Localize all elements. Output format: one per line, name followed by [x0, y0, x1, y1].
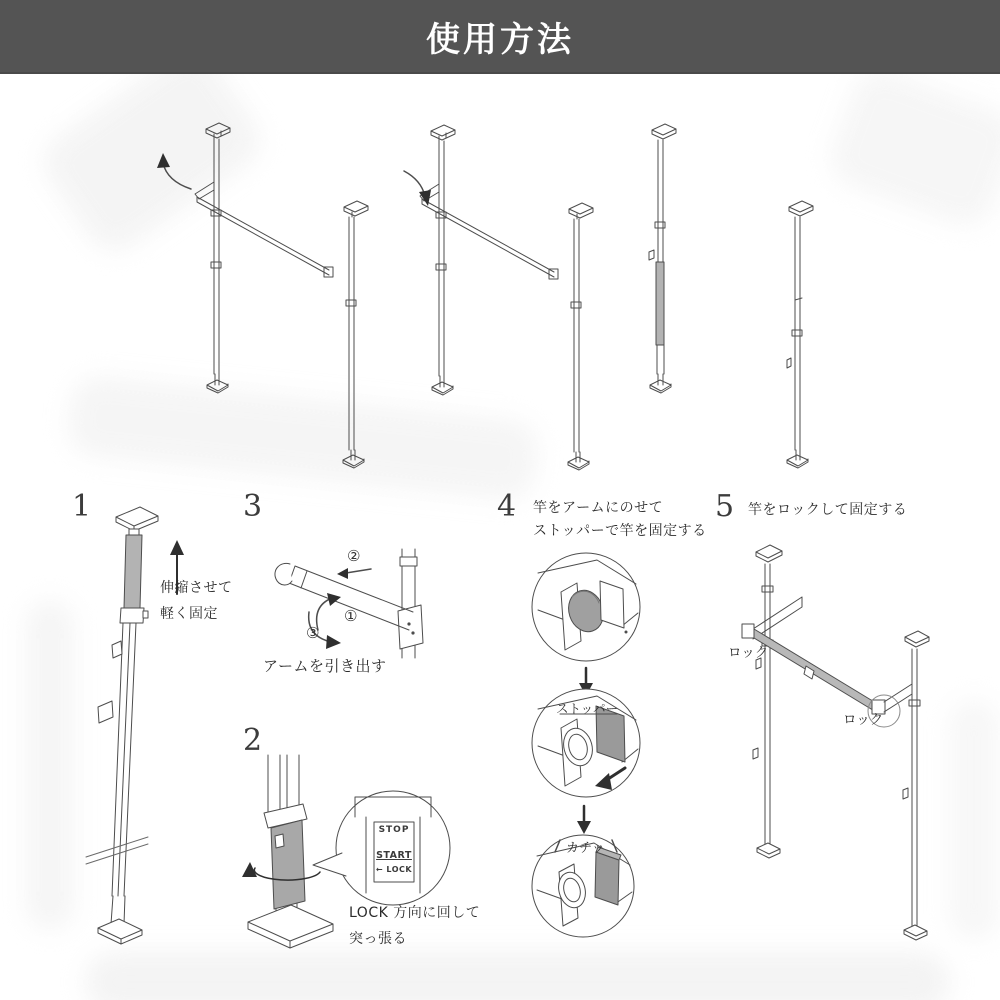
- lock-label-right: ロック: [843, 712, 884, 728]
- step4-caption-line1: 竿をアームにのせて: [533, 500, 664, 516]
- step5-number: 5: [715, 489, 735, 524]
- step4-circle1-rod-on-arm: [532, 553, 640, 661]
- step1-caption-line2: 軽く固定: [160, 606, 218, 622]
- curved-arrow-up-icon: [157, 153, 191, 189]
- step1-pole-drawing: [86, 507, 184, 944]
- step1-number: 1: [72, 489, 92, 524]
- step2-caption-line1: LOCK 方向に回して: [349, 905, 481, 921]
- step3-number: 3: [243, 489, 263, 524]
- click-sound-label: カチッ: [566, 841, 605, 856]
- step3-arm-drawing: [275, 549, 423, 658]
- step4-caption-line2: ストッパーで竿を固定する: [533, 523, 707, 539]
- curve-down-arrow-icon: [326, 635, 341, 649]
- left-arrow-icon: [337, 568, 348, 579]
- step3-caption: アームを引き出す: [263, 657, 387, 675]
- single-pole-compact-drawing: [787, 201, 813, 468]
- assembled-unit-drawing-2: [420, 125, 593, 470]
- step3-badge-3: ③: [306, 624, 320, 642]
- step2-base-drawing: [242, 755, 333, 948]
- single-pole-extended-drawing: [649, 124, 676, 393]
- step4-number: 4: [497, 489, 517, 524]
- step3-badge-1: ①: [344, 607, 358, 625]
- curve-up-arrow-icon: [327, 593, 341, 606]
- lock-label-left: ロック: [728, 645, 769, 661]
- step3-badge-2: ②: [347, 547, 361, 565]
- page-title: 使用方法: [426, 19, 574, 60]
- step1-caption-line1: 伸縮させて: [160, 580, 233, 596]
- magnifier-lock-label: ← LOCK: [375, 865, 413, 874]
- step2-number: 2: [243, 723, 263, 758]
- header-banner: [0, 0, 1000, 74]
- step2-magnifier-balloon: [313, 791, 450, 905]
- up-arrow-icon: [170, 540, 184, 555]
- magnifier-start-label: START: [376, 850, 412, 861]
- step2-caption-line2: 突っ張る: [349, 931, 407, 947]
- down-arrow-icon: [577, 806, 591, 834]
- curved-arrow-down-icon: [404, 171, 431, 206]
- assembled-unit-drawing: [195, 123, 368, 468]
- stopper-label: ストッパー: [556, 701, 619, 716]
- step5-lock-drawing: [742, 545, 929, 940]
- step5-caption: 竿をロックして固定する: [748, 502, 908, 518]
- magnifier-stop-label: STOP: [378, 825, 410, 835]
